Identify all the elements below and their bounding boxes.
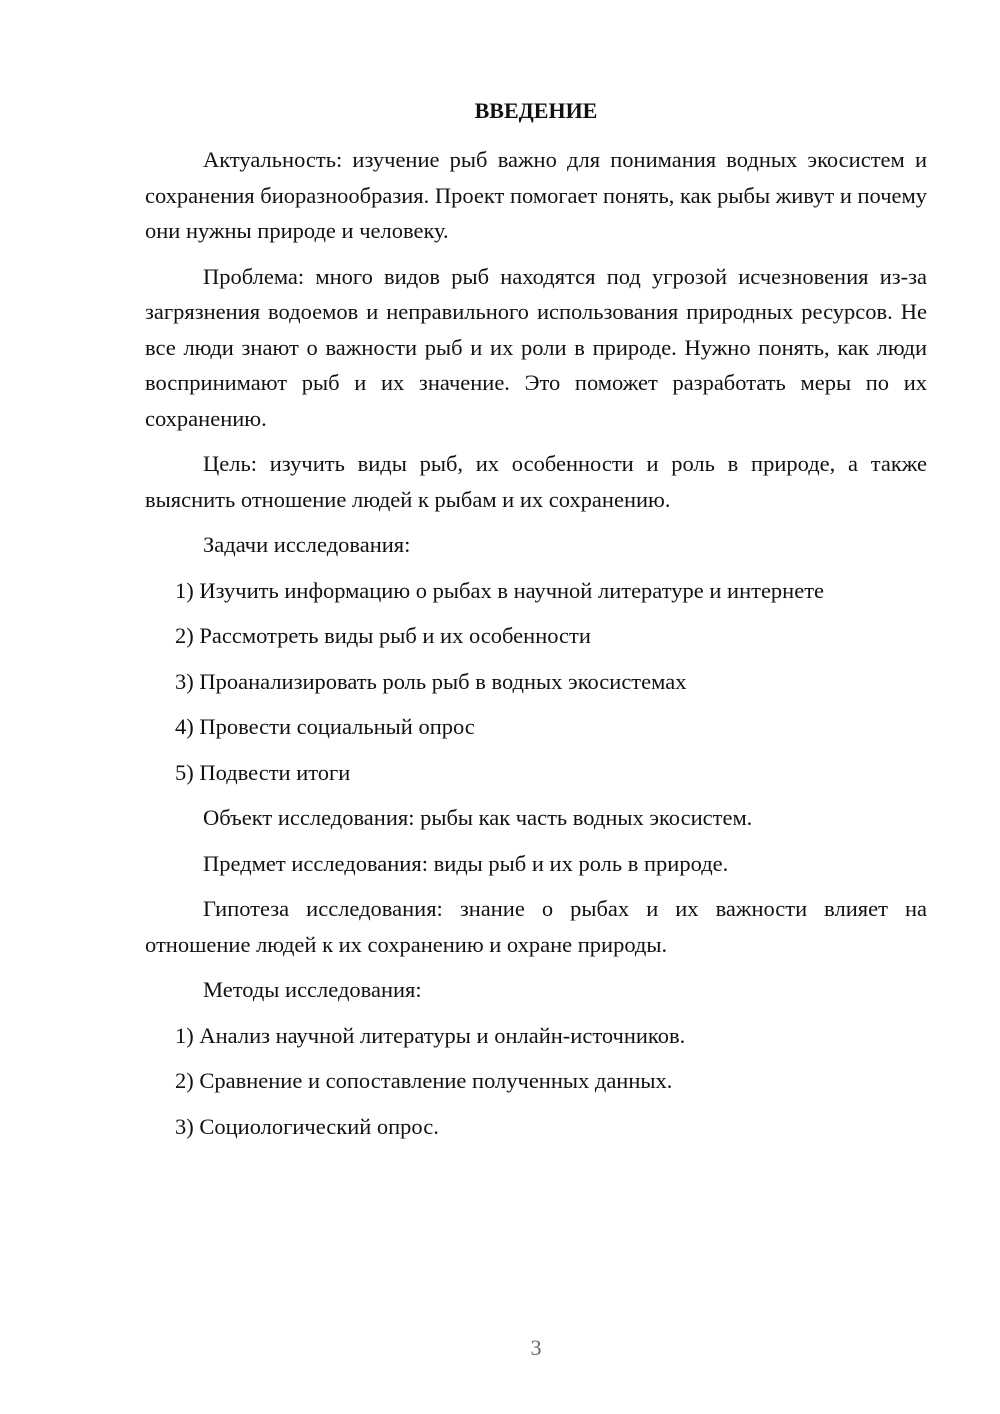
goal-paragraph: Цель: изучить виды рыб, их особенности и роль в природе, а также выяснить отношение людей к рыбам и их сохранению.: [145, 451, 927, 512]
object-paragraph: Объект исследования: рыбы как часть водных экосистем.: [203, 805, 753, 830]
subject-paragraph: Предмет исследования: виды рыб и их роль в природе.: [203, 850, 729, 876]
methods-list: [145, 1018, 927, 1145]
tasks-heading: Задачи исследования:: [203, 532, 411, 557]
list-item: 2) Сравнение и сопоставление полученных данных.: [175, 1068, 673, 1093]
section-heading: ВВЕДЕНИЕ: [474, 98, 598, 123]
tasks-list: [145, 573, 927, 791]
page-number: 3: [530, 1335, 542, 1360]
list-item: 3) Социологический опрос.: [175, 1113, 439, 1139]
methods-heading: Методы исследования:: [203, 977, 422, 1002]
list-item: 5) Подвести итоги: [175, 759, 351, 785]
body-text: [145, 142, 927, 1154]
list-item: 1) Анализ научной литературы и онлайн-источников.: [175, 1022, 686, 1048]
problem-paragraph: Проблема: много видов рыб находятся под угрозой исчезновения из-за загрязнения водоемов и неправильного использования природных ресурсов. Не все люди знают о важности рыб и их роли в природе. Нужно понять, как люди воспринимают рыб и их значение. Это поможет разработать меры по их сохранению.: [145, 263, 927, 431]
list-item: 2) Рассмотреть виды рыб и их особенности: [175, 623, 591, 648]
list-item: 3) Проанализировать роль рыб в водных экосистемах: [175, 668, 687, 694]
hypothesis-paragraph: Гипотеза исследования: знание о рыбах и их важности влияет на отношение людей к их сохранению и охране природы.: [145, 896, 927, 957]
list-item: 1) Изучить информацию о рыбах в научной литературе и интернете: [175, 577, 825, 603]
relevance-paragraph: Актуальность: изучение рыб важно для понимания водных экосистем и сохранения биоразнообразия. Проект помогает понять, как рыбы живут и почему они нужны природе и человеку.: [145, 147, 928, 243]
list-item: 4) Провести социальный опрос: [175, 714, 475, 739]
